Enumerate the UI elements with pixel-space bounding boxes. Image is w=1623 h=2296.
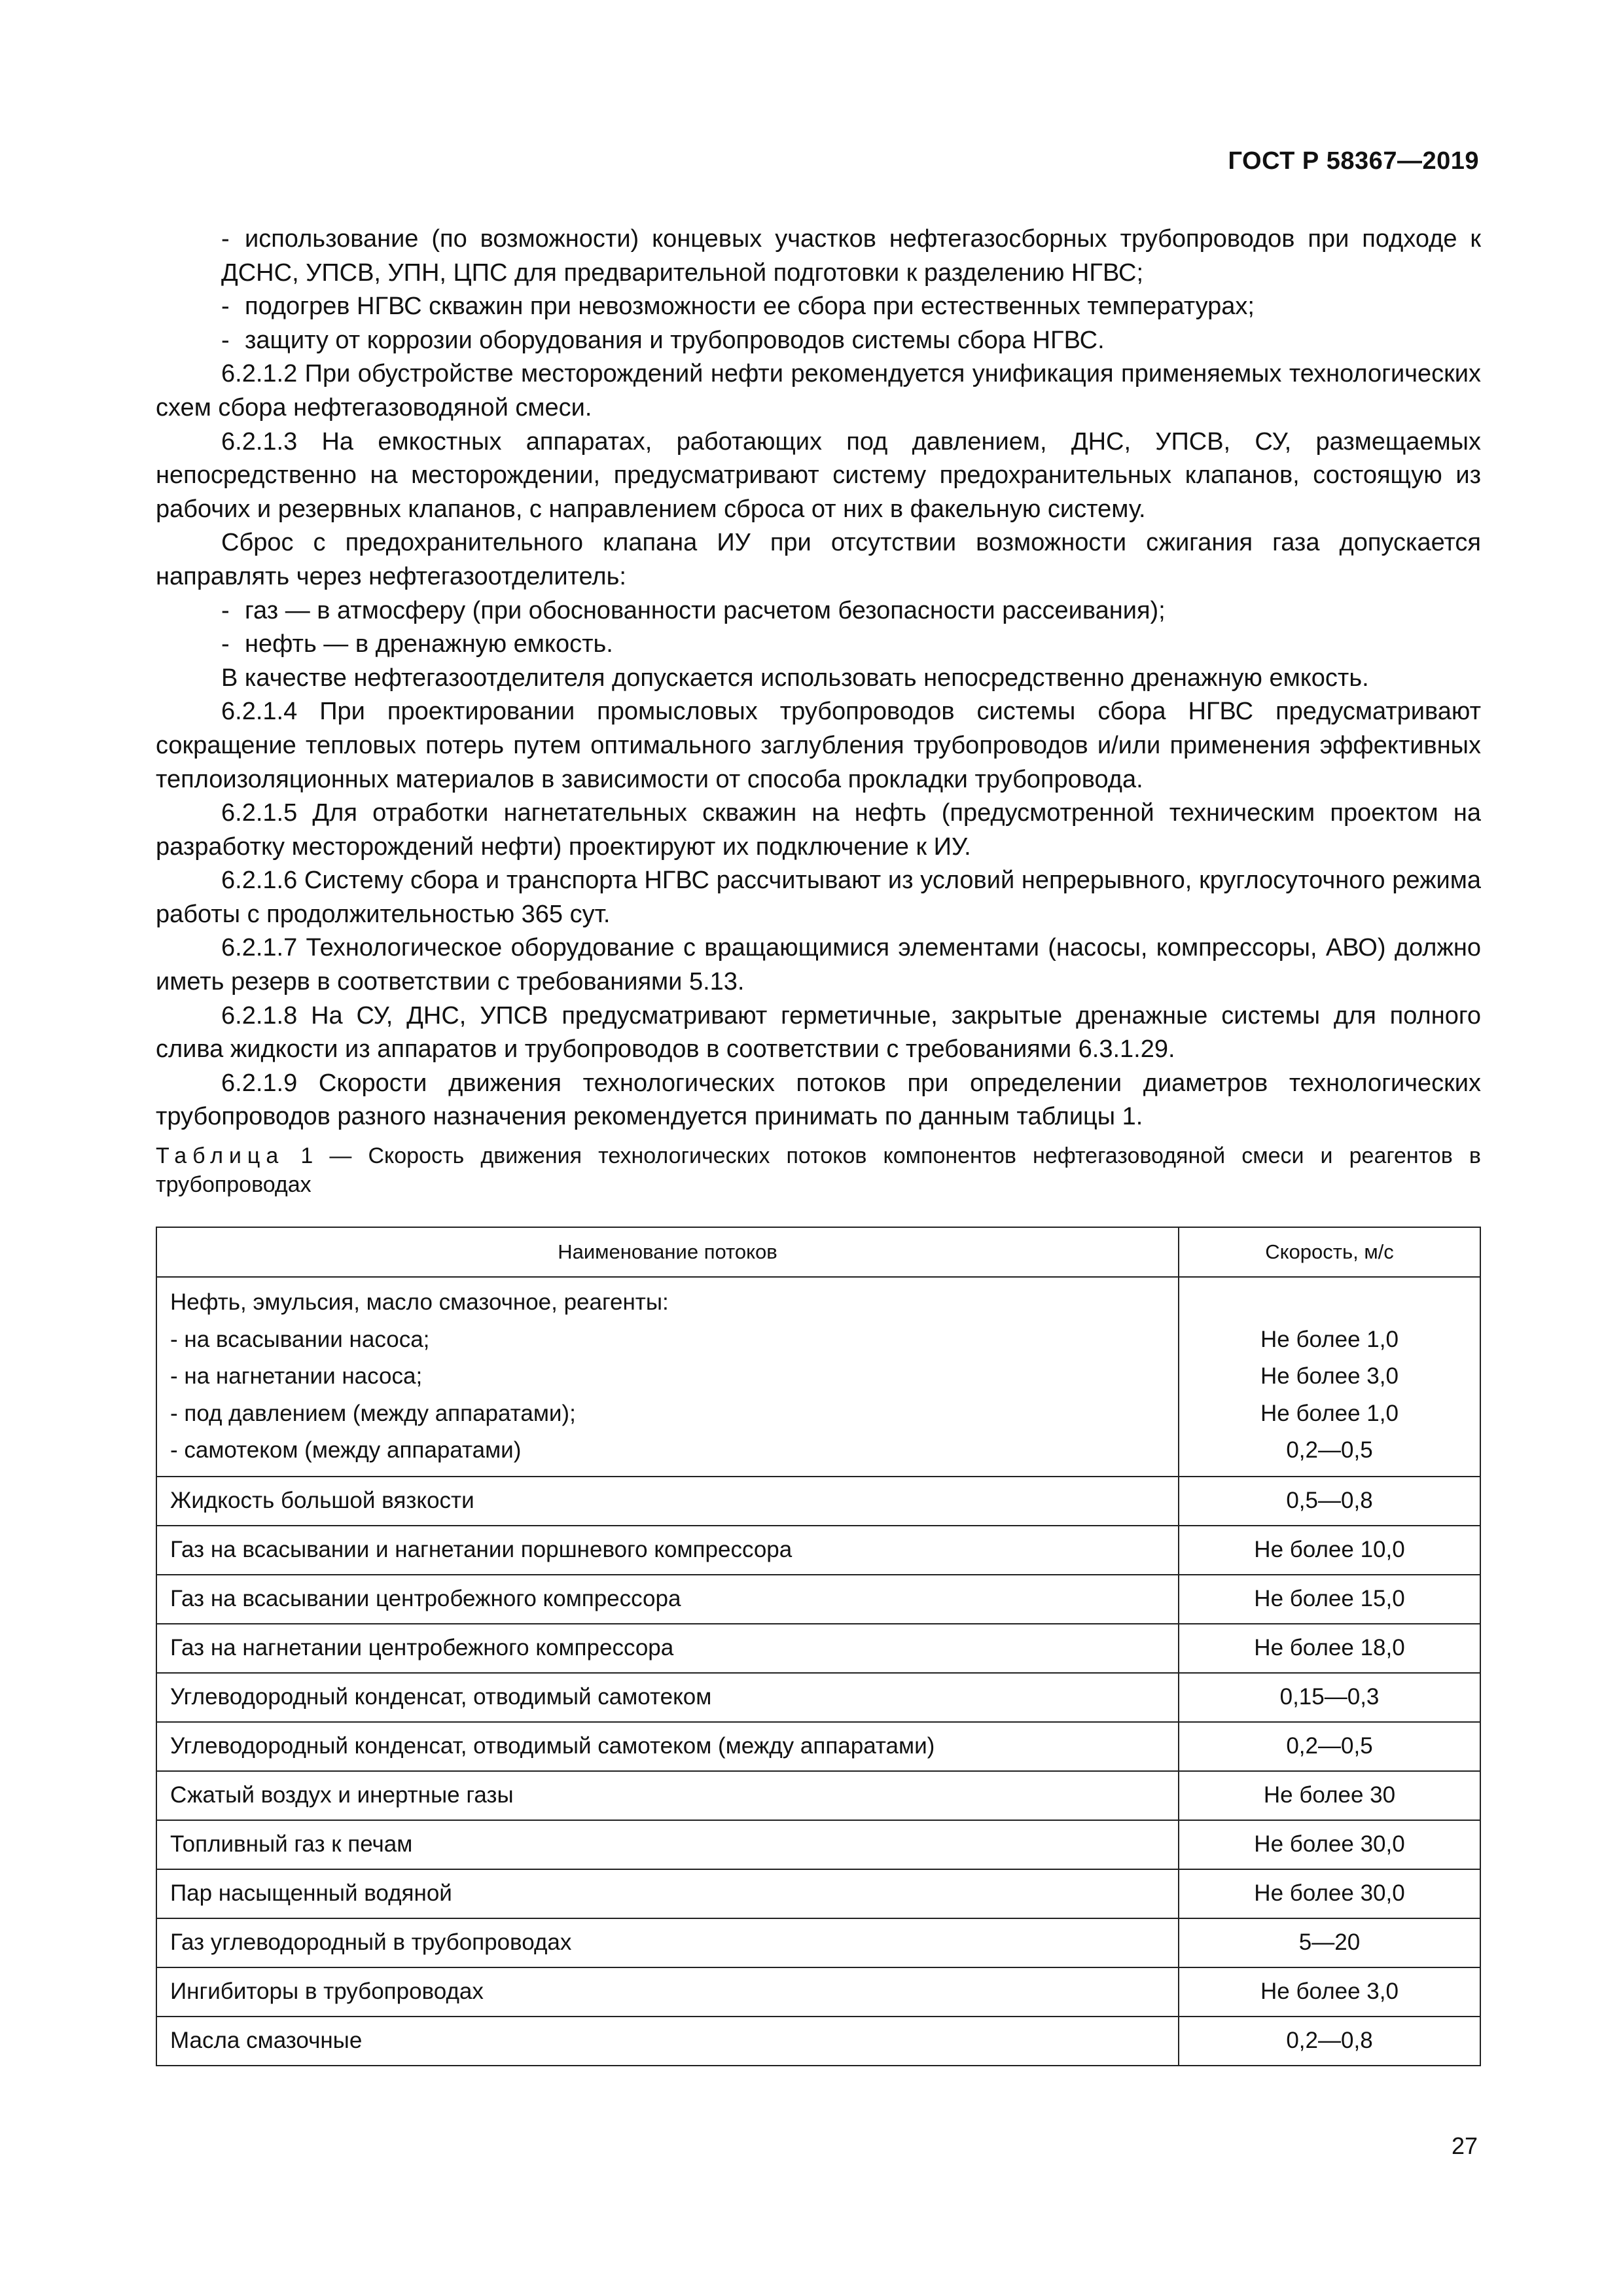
table-row (156, 1967, 1480, 2017)
table-row (156, 2017, 1480, 2066)
table-cell-name: Ингибиторы в трубопроводах (156, 1967, 1179, 2017)
page-number: 27 (1451, 2132, 1478, 2159)
paragraph: - использование (по возможности) концевых участков нефтегазосборных трубопроводов при подходе к ДСНС, УПСВ, УПН, ЦПС для предварительной подготовки к разделению НГВС; (156, 223, 1481, 290)
table-cell-value: Не более 10,0 (1179, 1526, 1480, 1575)
speed-table (156, 1227, 1481, 2066)
table-cell-name: Газ углеводородный в трубопроводах (156, 1918, 1179, 1967)
table-row (156, 1869, 1480, 1918)
paragraph: 6.2.1.5 Для отработки нагнетательных скважин на нефть (предусмотренной техническим проектом на разработку месторождений нефти) проектируют их подключение к ИУ. (156, 799, 1481, 861)
table-cell-name: Газ на всасывании и нагнетании поршневого компрессора (156, 1526, 1179, 1575)
paragraph: - защиту от коррозии оборудования и трубопроводов системы сбора НГВС. (156, 324, 1481, 358)
table-row (156, 1673, 1480, 1722)
paragraph: 6.2.1.3 На емкостных аппаратах, работающих под давлением, ДНС, УПСВ, СУ, размещаемых непосредственно на месторождении, предусматривают систему предохранительных клапанов, состоящую из рабочих и резервных клапанов, с направлением сброса от них в факельную систему. (156, 427, 1481, 523)
table-cell-value: Не более 3,0 (1179, 1967, 1480, 2017)
dash-mark: - (221, 630, 230, 658)
table-cell-value: Не более 30,0 (1179, 1820, 1480, 1869)
table-caption-text: 1 — Скорость движения технологических потоков компонентов нефтегазоводяной смеси и реагентов в трубопроводах (156, 1143, 1481, 1197)
paragraph: Сброс с предохранительного клапана ИУ при отсутствии возможности сжигания газа допускается направлять через нефтегазоотделитель: (156, 529, 1481, 590)
table-cell-name: Газ на всасывании центробежного компрессора (156, 1575, 1179, 1624)
table-cell-value: 0,15—0,3 (1179, 1673, 1480, 1722)
table-cell-value: 0,2—0,8 (1179, 2017, 1480, 2066)
table-cell-name: Нефть, эмульсия, масло смазочное, реагенты: - на всасывании насоса; - на нагнетании насоса; - под давлением (между аппаратами); - самотеком (между аппаратами) (156, 1277, 1179, 1477)
column-header-name: Наименование потоков (156, 1227, 1179, 1277)
table-cell-value: 5—20 (1179, 1918, 1480, 1967)
table-cell-name: Газ на нагнетании центробежного компрессора (156, 1624, 1179, 1673)
paragraph: 6.2.1.9 Скорости движения технологических потоков при определении диаметров технологических трубопроводов разного назначения рекомендуется принимать по данным таблицы 1. (156, 1069, 1481, 1131)
table-row (156, 1624, 1480, 1673)
table-cell-value: Не более 30 (1179, 1771, 1480, 1820)
table-row (156, 1771, 1480, 1820)
table-cell-name: Сжатый воздух и инертные газы (156, 1771, 1179, 1820)
paragraph: В качестве нефтегазоотделителя допускается использовать непосредственно дренажную емкость. (221, 664, 1369, 692)
table-cell-name: Пар насыщенный водяной (156, 1869, 1179, 1918)
body-text (156, 223, 1481, 1134)
paragraph: 6.2.1.6 Систему сбора и транспорта НГВС рассчитывают из условий непрерывного, круглосуточного режима работы с продолжительностью 365 сут. (156, 867, 1481, 928)
dash-mark: - (221, 326, 230, 354)
dash-mark: - (221, 293, 230, 321)
paragraph: 6.2.1.4 При проектировании промысловых трубопроводов системы сбора НГВС предусматривают сокращение тепловых потерь путем оптимального заглубления трубопроводов и/или применения эффективных теплоизоляционных материалов в зависимости от способа прокладки трубопровода. (156, 698, 1481, 793)
column-header-speed: Скорость, м/с (1179, 1227, 1480, 1277)
table-cell-name: Топливный газ к печам (156, 1820, 1179, 1869)
table-row (156, 1575, 1480, 1624)
table-row (156, 1820, 1480, 1869)
table-row-group (156, 1277, 1480, 1477)
dash-mark: - (221, 225, 230, 253)
document-id: ГОСТ Р 58367—2019 (1228, 147, 1479, 175)
paragraph: 6.2.1.2 При обустройстве месторождений нефти рекомендуется унификация применяемых технологических схем сбора нефтегазоводяной смеси. (156, 360, 1481, 422)
table-cell-name: Масла смазочные (156, 2017, 1179, 2066)
table-cell-value: 0,2—0,5 (1179, 1722, 1480, 1771)
table-caption-label: Таблица (156, 1143, 285, 1168)
table-cell-value: 0,5—0,8 (1179, 1477, 1480, 1526)
table-cell-value: Не более 30,0 (1179, 1869, 1480, 1918)
table-header-row (156, 1227, 1480, 1277)
table-cell-name: Жидкость большой вязкости (156, 1477, 1179, 1526)
paragraph: - подогрев НГВС скважин при невозможности ее сбора при естественных температурах; (156, 290, 1481, 324)
table-cell-value: Не более 15,0 (1179, 1575, 1480, 1624)
paragraph: - газ — в атмосферу (при обоснованности расчетом безопасности рассеивания); (156, 594, 1481, 628)
paragraph: - нефть — в дренажную емкость. (156, 628, 1481, 662)
table-cell-value: Не более 18,0 (1179, 1624, 1480, 1673)
table-row (156, 1918, 1480, 1967)
table-cell-name: Углеводородный конденсат, отводимый самотеком (между аппаратами) (156, 1722, 1179, 1771)
table-row (156, 1477, 1480, 1526)
table-row (156, 1722, 1480, 1771)
table-cell-value: Не более 1,0 Не более 3,0 Не более 1,0 0,2—0,5 (1179, 1277, 1480, 1477)
paragraph: 6.2.1.7 Технологическое оборудование с вращающимися элементами (насосы, компрессоры, АВО) должно иметь резерв в соответствии с требованиями 5.13. (156, 934, 1481, 996)
dash-mark: - (221, 596, 230, 624)
table-row (156, 1526, 1480, 1575)
table-cell-name: Углеводородный конденсат, отводимый самотеком (156, 1673, 1179, 1722)
paragraph: 6.2.1.8 На СУ, ДНС, УПСВ предусматривают герметичные, закрытые дренажные системы для полного слива жидкости из аппаратов и трубопроводов в соответствии с требованиями 6.3.1.29. (156, 1001, 1481, 1064)
table-caption (156, 1141, 1481, 1199)
